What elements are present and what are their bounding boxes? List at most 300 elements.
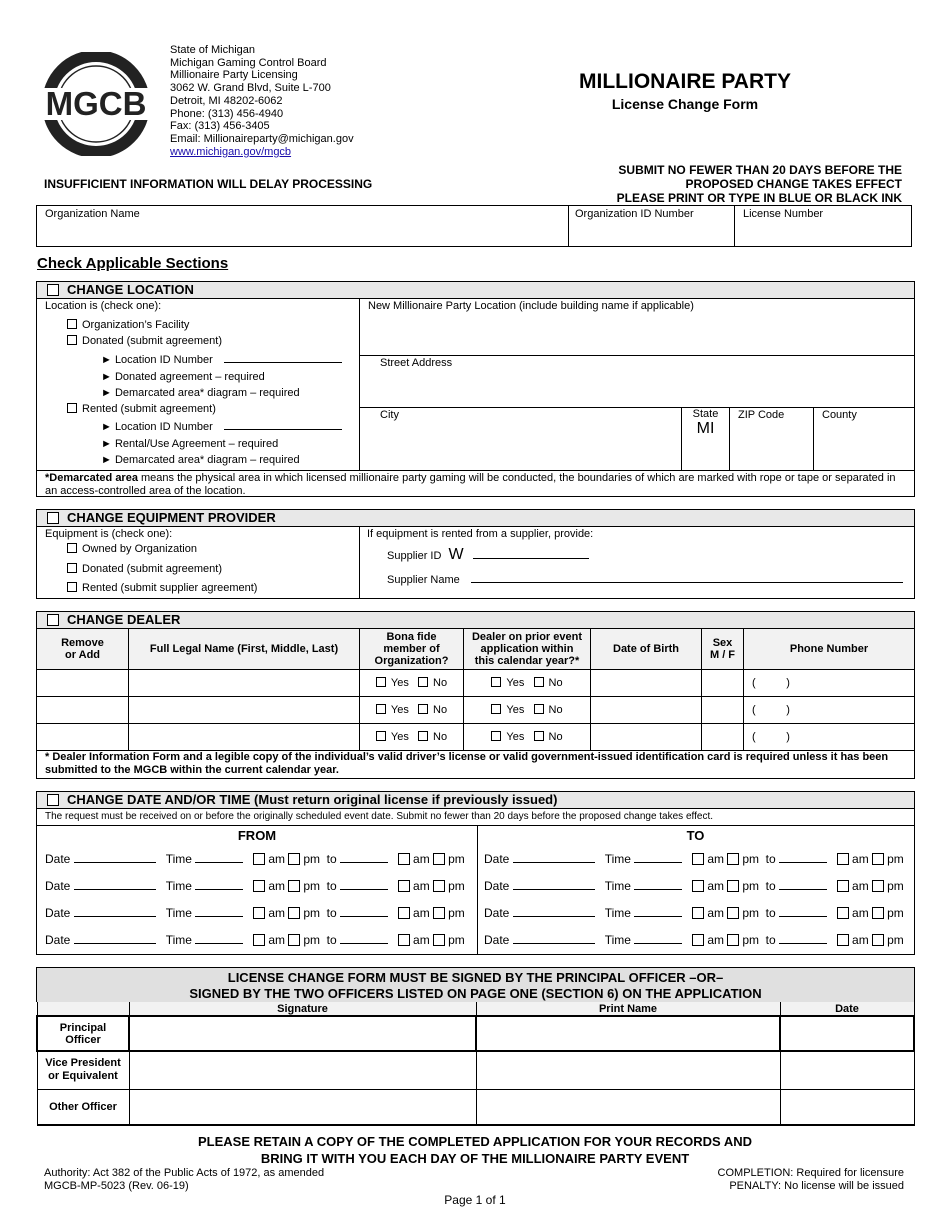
supplier-name-label: Supplier Name	[387, 574, 460, 586]
city-label: City	[380, 409, 399, 421]
col-print-name: Print Name	[476, 1002, 780, 1016]
remove-add-cell[interactable]	[37, 697, 129, 724]
col-text: or Add	[64, 649, 101, 661]
equipment-is-label: Equipment is (check one):	[45, 528, 173, 540]
date-label: Date	[484, 852, 510, 866]
pm-checkbox[interactable]	[872, 907, 884, 919]
time-label: Time	[604, 852, 631, 866]
org-name-label: Organization Name	[45, 208, 140, 220]
owned-label: Owned by Organization	[82, 543, 197, 555]
yes-label: Yes	[506, 677, 525, 689]
time-input[interactable]	[634, 889, 682, 890]
time-input[interactable]	[195, 916, 243, 917]
signature-cell[interactable]	[129, 1089, 476, 1125]
county-field[interactable]	[814, 408, 914, 470]
col-remove-add	[37, 629, 129, 670]
am-checkbox[interactable]	[692, 907, 704, 919]
change-location-section	[36, 281, 915, 497]
retain-line: PLEASE RETAIN A COPY OF THE COMPLETED APPLICATION FOR YOUR RECORDS AND	[198, 1134, 752, 1149]
pm-label: pm	[448, 906, 465, 920]
time-input[interactable]	[779, 862, 827, 863]
equip-donated-label: Donated (submit agreement)	[82, 563, 223, 575]
time-input[interactable]	[340, 943, 388, 944]
location-id-label: ► Location ID Number	[101, 354, 213, 366]
agency-line: 3062 W. Grand Blvd, Suite L-700	[170, 82, 331, 95]
pm-label: pm	[887, 852, 904, 866]
state-value: MI	[696, 420, 715, 437]
col-text: Bona fide	[386, 631, 437, 643]
time-input[interactable]	[779, 889, 827, 890]
bona-fide-cell	[360, 724, 464, 751]
form-number: MGCB-MP-5023 (Rev. 06-19)	[44, 1180, 189, 1192]
no-checkbox[interactable]	[418, 704, 428, 714]
time-input[interactable]	[634, 862, 682, 863]
date-input[interactable]	[74, 862, 156, 863]
pm-checkbox[interactable]	[727, 853, 739, 865]
signature-cell[interactable]	[129, 1016, 476, 1051]
pm-checkbox[interactable]	[872, 934, 884, 946]
retain-notice	[0, 1133, 950, 1167]
col-text: Dealer on prior event	[471, 631, 583, 643]
license-number-field[interactable]	[735, 206, 911, 246]
street-address-field[interactable]	[360, 356, 914, 408]
to-label: to	[326, 852, 337, 866]
datetime-instruction: The request must be received on or before the originally scheduled event date. Submit no fewer than 20 days before the proposed change takes effect.	[45, 811, 714, 822]
to-label: to	[326, 933, 337, 947]
am-label: am	[707, 933, 724, 947]
signature-cell[interactable]	[129, 1051, 476, 1089]
phone-cell[interactable]	[744, 724, 915, 751]
time-input[interactable]	[340, 862, 388, 863]
time-label: Time	[165, 852, 192, 866]
phone-cell[interactable]	[744, 697, 915, 724]
opt-rented[interactable]	[67, 403, 216, 415]
supplier-id-input[interactable]	[473, 558, 589, 559]
row-text: Principal	[59, 1021, 107, 1034]
to-label: to	[765, 906, 776, 920]
change-dealer-title: CHANGE DEALER	[67, 612, 181, 627]
am-checkbox[interactable]	[398, 853, 410, 865]
pm-label: pm	[742, 879, 759, 893]
yes-checkbox[interactable]	[491, 704, 501, 714]
time-input[interactable]	[634, 943, 682, 944]
opt-equip-rented[interactable]	[67, 582, 257, 594]
pm-label: pm	[303, 933, 320, 947]
datetime-row	[484, 879, 904, 893]
row-text: Officer	[65, 1033, 101, 1046]
agency-line: Detroit, MI 48202-6062	[170, 94, 283, 107]
no-checkbox[interactable]	[534, 677, 544, 687]
form-title: MILLIONAIRE PARTY	[579, 70, 791, 93]
facility-checkbox[interactable]	[67, 319, 77, 329]
col-prior-event	[464, 629, 591, 670]
state-field[interactable]	[682, 408, 730, 470]
bona-fide-cell	[360, 697, 464, 724]
supplier-id-row	[387, 546, 589, 564]
principal-officer-row	[37, 1016, 914, 1051]
no-label: No	[433, 731, 448, 743]
pm-checkbox[interactable]	[288, 934, 300, 946]
col-text: Organization?	[374, 655, 449, 667]
date-input[interactable]	[74, 916, 156, 917]
time-label: Time	[165, 906, 192, 920]
date-input[interactable]	[513, 862, 595, 863]
yes-checkbox[interactable]	[376, 704, 386, 714]
am-label: am	[268, 906, 285, 920]
datetime-row	[484, 852, 904, 866]
time-input[interactable]	[195, 862, 243, 863]
am-label: am	[413, 933, 430, 947]
dealer-table	[36, 628, 915, 751]
agency-line: State of Michigan	[170, 44, 255, 56]
opt-owned[interactable]	[67, 543, 197, 555]
agency-line: Email: Millionaireparty@michigan.gov	[170, 132, 354, 145]
change-equipment-header	[37, 510, 914, 527]
county-label: County	[822, 409, 857, 421]
time-input[interactable]	[634, 916, 682, 917]
demarcated-note: ► Demarcated area* diagram – required	[101, 387, 300, 399]
date-cell[interactable]	[780, 1051, 914, 1089]
demarcated-definition	[37, 470, 914, 499]
yes-checkbox[interactable]	[491, 731, 501, 741]
zip-label: ZIP Code	[738, 409, 785, 421]
no-label: No	[548, 731, 563, 743]
pm-label: pm	[303, 852, 320, 866]
org-name-field[interactable]	[37, 206, 569, 246]
principal-officer-label	[37, 1016, 129, 1051]
date-input[interactable]	[513, 889, 595, 890]
to-label: to	[326, 879, 337, 893]
donated-checkbox[interactable]	[67, 335, 77, 345]
zip-field[interactable]	[730, 408, 814, 470]
col-text: this calendar year?*	[474, 655, 580, 667]
dealer-note: * Dealer Information Form and a legible copy of the individual’s valid driver’s license or valid government-issued identification card is required unless it has been submitted to the MGCB within the current calendar year.	[45, 751, 889, 776]
supplier-id-prefix: W	[448, 546, 464, 563]
am-checkbox[interactable]	[253, 853, 265, 865]
no-checkbox[interactable]	[534, 704, 544, 714]
sex-cell[interactable]	[702, 697, 744, 724]
yes-label: Yes	[390, 677, 409, 689]
supplier-name-input[interactable]	[471, 582, 903, 583]
time-input[interactable]	[779, 943, 827, 944]
am-label: am	[268, 852, 285, 866]
am-checkbox[interactable]	[837, 880, 849, 892]
pm-label: pm	[887, 933, 904, 947]
date-input[interactable]	[74, 889, 156, 890]
print-name-cell[interactable]	[476, 1016, 780, 1051]
equip-rented-label: Rented (submit supplier agreement)	[82, 582, 258, 594]
pm-label: pm	[448, 933, 465, 947]
col-text: M / F	[709, 649, 736, 661]
phone-paren: ( )	[752, 677, 790, 689]
dob-cell[interactable]	[591, 724, 702, 751]
signature-req-line: LICENSE CHANGE FORM MUST BE SIGNED BY THE PRINCIPAL OFFICER –OR–	[227, 970, 724, 985]
am-label: am	[707, 879, 724, 893]
col-dob: Date of Birth	[591, 629, 702, 670]
am-label: am	[852, 879, 869, 893]
am-label: am	[413, 879, 430, 893]
col-text: member of	[383, 643, 440, 655]
pm-label: pm	[303, 906, 320, 920]
to-label: to	[765, 879, 776, 893]
pm-checkbox[interactable]	[872, 853, 884, 865]
pm-checkbox[interactable]	[727, 880, 739, 892]
date-label: Date	[484, 879, 510, 893]
col-phone: Phone Number	[744, 629, 915, 670]
phone-paren: ( )	[752, 731, 790, 743]
supplier-name-row	[387, 574, 903, 586]
check-sections-title: Check Applicable Sections	[37, 255, 229, 272]
date-label: Date	[45, 933, 71, 947]
signature-req-line: SIGNED BY THE TWO OFFICERS LISTED ON PAGE ONE (SECTION 6) ON THE APPLICATION	[189, 986, 762, 1001]
full-name-cell[interactable]	[129, 670, 360, 697]
date-input[interactable]	[74, 943, 156, 944]
date-cell[interactable]	[780, 1016, 914, 1051]
col-full-name: Full Legal Name (First, Middle, Last)	[129, 629, 360, 670]
datetime-row	[45, 906, 465, 920]
yes-checkbox[interactable]	[376, 677, 386, 687]
rental-agreement-note: ► Rental/Use Agreement – required	[101, 438, 279, 450]
pm-label: pm	[742, 852, 759, 866]
pm-checkbox[interactable]	[433, 907, 445, 919]
change-equipment-title: CHANGE EQUIPMENT PROVIDER	[67, 510, 276, 525]
location-id-label: ► Location ID Number	[101, 421, 213, 433]
pm-checkbox[interactable]	[433, 880, 445, 892]
new-location-field[interactable]	[360, 299, 914, 356]
am-checkbox[interactable]	[398, 880, 410, 892]
col-sex	[702, 629, 744, 670]
date-input[interactable]	[513, 943, 595, 944]
am-label: am	[707, 852, 724, 866]
change-dealer-checkbox[interactable]	[47, 614, 59, 626]
am-checkbox[interactable]	[692, 934, 704, 946]
rented-location-id	[101, 421, 342, 433]
city-field[interactable]	[360, 408, 682, 470]
sex-cell[interactable]	[702, 670, 744, 697]
donated-location-id	[101, 354, 342, 366]
pm-checkbox[interactable]	[727, 934, 739, 946]
col-bona-fide	[360, 629, 464, 670]
pm-label: pm	[887, 879, 904, 893]
am-checkbox[interactable]	[692, 880, 704, 892]
date-label: Date	[45, 906, 71, 920]
change-datetime-checkbox[interactable]	[47, 794, 59, 806]
change-datetime-title: CHANGE DATE AND/OR TIME (Must return original license if previously issued)	[67, 792, 558, 807]
pm-label: pm	[303, 879, 320, 893]
change-dealer-header	[37, 612, 914, 629]
agency-address	[170, 44, 354, 158]
from-heading: FROM	[237, 828, 277, 843]
yes-label: Yes	[390, 731, 409, 743]
rented-from-label: If equipment is rented from a supplier, provide:	[367, 528, 594, 540]
to-label: to	[765, 852, 776, 866]
signature-requirement	[36, 967, 915, 1002]
print-name-cell[interactable]	[476, 1051, 780, 1089]
date-input[interactable]	[513, 916, 595, 917]
to-label: to	[326, 906, 337, 920]
other-officer-row	[37, 1089, 914, 1125]
donated-agreement-note: ► Donated agreement – required	[101, 371, 265, 383]
to-label: to	[765, 933, 776, 947]
am-checkbox[interactable]	[692, 853, 704, 865]
equip-donated-checkbox[interactable]	[67, 563, 77, 573]
to-heading: TO	[686, 828, 705, 843]
dob-cell[interactable]	[591, 670, 702, 697]
agency-line: Fax: (313) 456-3405	[170, 120, 270, 133]
date-label: Date	[45, 879, 71, 893]
vice-president-row	[37, 1051, 914, 1089]
website-link[interactable]: www.michigan.gov/mgcb	[170, 145, 292, 158]
yes-label: Yes	[506, 704, 525, 716]
dob-cell[interactable]	[591, 697, 702, 724]
phone-cell[interactable]	[744, 670, 915, 697]
no-checkbox[interactable]	[418, 677, 428, 687]
license-number-label: License Number	[743, 208, 824, 220]
am-checkbox[interactable]	[398, 907, 410, 919]
pm-label: pm	[742, 933, 759, 947]
agency-line: Millionaire Party Licensing	[170, 69, 298, 82]
authority-text: Authority: Act 382 of the Public Acts of 1972, as amended	[44, 1167, 325, 1179]
completion-text: COMPLETION: Required for licensure	[717, 1167, 904, 1179]
date-label: Date	[484, 933, 510, 947]
no-label: No	[433, 677, 448, 689]
time-input[interactable]	[195, 943, 243, 944]
pm-checkbox[interactable]	[288, 853, 300, 865]
time-label: Time	[165, 879, 192, 893]
sex-cell[interactable]	[702, 724, 744, 751]
no-label: No	[433, 704, 448, 716]
full-name-cell[interactable]	[129, 697, 360, 724]
full-name-cell[interactable]	[129, 724, 360, 751]
am-label: am	[852, 933, 869, 947]
change-equipment-checkbox[interactable]	[47, 512, 59, 524]
agency-line: Michigan Gaming Control Board	[170, 56, 327, 69]
location-is-label: Location is (check one):	[45, 300, 162, 312]
submit-instructions	[617, 163, 902, 205]
completion-block	[718, 1167, 904, 1193]
demarcated-text: means the physical area in which licensed millionaire party gaming will be conducted, the boundaries of which are marked with rope or tape or separated in an access-controlled area of the location.	[45, 472, 896, 497]
print-name-cell[interactable]	[476, 1089, 780, 1125]
am-checkbox[interactable]	[253, 934, 265, 946]
change-datetime-section	[36, 791, 915, 955]
time-input[interactable]	[779, 916, 827, 917]
authority-block	[44, 1167, 324, 1193]
time-label: Time	[604, 906, 631, 920]
signature-table	[36, 1002, 915, 1126]
change-dealer-section	[36, 611, 915, 779]
remove-add-cell[interactable]	[37, 670, 129, 697]
prior-event-cell	[464, 670, 591, 697]
time-input[interactable]	[340, 916, 388, 917]
pm-checkbox[interactable]	[288, 907, 300, 919]
form-subtitle: License Change Form	[611, 96, 759, 112]
opt-equip-donated[interactable]	[67, 563, 222, 575]
datetime-row	[45, 933, 465, 947]
location-id-input[interactable]	[224, 362, 342, 363]
location-id-input[interactable]	[224, 429, 342, 430]
am-checkbox[interactable]	[253, 880, 265, 892]
no-label: No	[548, 704, 563, 716]
rented-label: Rented (submit agreement)	[82, 403, 216, 415]
change-equipment-section	[36, 509, 915, 599]
opt-facility[interactable]	[67, 319, 189, 331]
time-input[interactable]	[195, 889, 243, 890]
datetime-row	[484, 906, 904, 920]
date-cell[interactable]	[780, 1089, 914, 1125]
col-text: Remove	[61, 637, 104, 649]
yes-checkbox[interactable]	[491, 677, 501, 687]
bona-fide-cell	[360, 670, 464, 697]
pm-checkbox[interactable]	[727, 907, 739, 919]
time-input[interactable]	[340, 889, 388, 890]
submit-line: PLEASE PRINT OR TYPE IN BLUE OR BLACK INK	[616, 191, 902, 205]
row-text: or Equivalent	[48, 1070, 118, 1083]
dealer-row	[37, 670, 915, 697]
date-label: Date	[45, 852, 71, 866]
org-id-label: Organization ID Number	[575, 208, 694, 220]
col-signature: Signature	[129, 1002, 476, 1016]
time-label: Time	[604, 933, 631, 947]
am-label: am	[268, 933, 285, 947]
row-text: Vice President	[45, 1057, 121, 1070]
datetime-row	[45, 852, 465, 866]
rented-checkbox[interactable]	[67, 403, 77, 413]
no-checkbox[interactable]	[418, 731, 428, 741]
am-checkbox[interactable]	[837, 907, 849, 919]
donated-label: Donated (submit agreement)	[82, 335, 223, 347]
org-id-field[interactable]	[569, 206, 735, 246]
am-checkbox[interactable]	[837, 934, 849, 946]
col-text: Sex	[712, 637, 733, 649]
opt-donated[interactable]	[67, 335, 222, 347]
pm-checkbox[interactable]	[288, 880, 300, 892]
pm-label: pm	[448, 879, 465, 893]
mgcb-logo	[34, 52, 158, 156]
agency-line: Phone: (313) 456-4940	[170, 107, 284, 120]
other-officer-label: Other Officer	[37, 1089, 129, 1125]
penalty-text: PENALTY: No license will be issued	[729, 1180, 904, 1192]
yes-label: Yes	[390, 704, 409, 716]
pm-checkbox[interactable]	[872, 880, 884, 892]
pm-checkbox[interactable]	[433, 853, 445, 865]
am-checkbox[interactable]	[837, 853, 849, 865]
equip-rented-checkbox[interactable]	[67, 582, 77, 592]
change-location-title: CHANGE LOCATION	[67, 282, 194, 297]
prior-event-cell	[464, 697, 591, 724]
owned-checkbox[interactable]	[67, 543, 77, 553]
new-location-label: New Millionaire Party Location (include building name if applicable)	[368, 300, 694, 312]
pm-label: pm	[742, 906, 759, 920]
am-label: am	[707, 906, 724, 920]
no-checkbox[interactable]	[534, 731, 544, 741]
remove-add-cell[interactable]	[37, 724, 129, 751]
time-label: Time	[604, 879, 631, 893]
processing-warning: INSUFFICIENT INFORMATION WILL DELAY PROCESSING	[44, 177, 373, 191]
yes-checkbox[interactable]	[376, 731, 386, 741]
col-date: Date	[780, 1002, 914, 1016]
change-location-checkbox[interactable]	[47, 284, 59, 296]
am-label: am	[268, 879, 285, 893]
am-checkbox[interactable]	[253, 907, 265, 919]
am-checkbox[interactable]	[398, 934, 410, 946]
no-label: No	[548, 677, 563, 689]
dealer-row	[37, 724, 915, 751]
datetime-row	[484, 933, 904, 947]
datetime-row	[45, 879, 465, 893]
demarcated-note: ► Demarcated area* diagram – required	[101, 454, 300, 466]
pm-checkbox[interactable]	[433, 934, 445, 946]
street-address-label: Street Address	[380, 357, 453, 369]
